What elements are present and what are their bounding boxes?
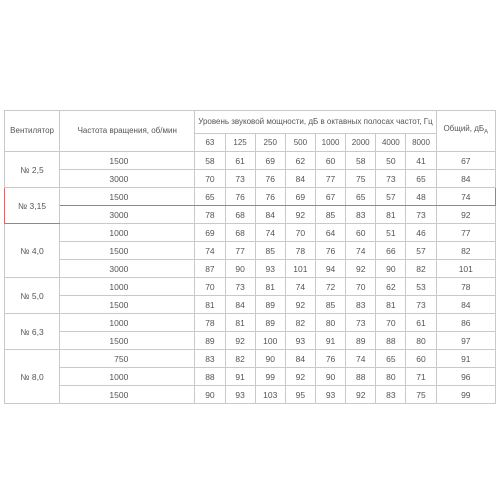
band-value-cell: 48	[406, 188, 436, 206]
band-value-cell: 92	[346, 386, 376, 404]
header-total	[436, 111, 495, 152]
table-row	[5, 278, 496, 296]
band-value-cell: 85	[315, 206, 345, 224]
band-header-250: 250	[255, 134, 285, 152]
band-value-cell: 99	[255, 368, 285, 386]
band-value-cell: 70	[376, 314, 406, 332]
fan-model-cell: № 3,15	[5, 188, 60, 224]
band-value-cell: 89	[346, 332, 376, 350]
total-cell: 78	[436, 278, 495, 296]
band-value-cell: 57	[376, 188, 406, 206]
rpm-cell: 3000	[60, 206, 195, 224]
rpm-cell: 1500	[60, 188, 195, 206]
table-row	[5, 170, 496, 188]
band-value-cell: 83	[346, 206, 376, 224]
band-value-cell: 71	[406, 368, 436, 386]
rpm-cell: 3000	[60, 260, 195, 278]
band-value-cell: 74	[195, 242, 225, 260]
band-value-cell: 65	[346, 188, 376, 206]
band-value-cell: 75	[406, 386, 436, 404]
band-value-cell: 76	[255, 170, 285, 188]
fan-model-cell: № 2,5	[5, 152, 60, 188]
band-value-cell: 80	[406, 332, 436, 350]
band-value-cell: 69	[255, 152, 285, 170]
header-total-subscript: A	[484, 129, 489, 136]
band-value-cell: 51	[376, 224, 406, 242]
rpm-cell: 1500	[60, 152, 195, 170]
table-row	[5, 242, 496, 260]
table-row	[5, 386, 496, 404]
band-value-cell: 73	[346, 314, 376, 332]
table-row	[5, 224, 496, 242]
band-value-cell: 70	[195, 278, 225, 296]
total-cell: 101	[436, 260, 495, 278]
band-value-cell: 60	[346, 224, 376, 242]
band-value-cell: 90	[225, 260, 255, 278]
band-value-cell: 78	[195, 314, 225, 332]
rpm-cell: 1000	[60, 368, 195, 386]
total-cell: 92	[436, 206, 495, 224]
band-value-cell: 65	[376, 350, 406, 368]
total-cell: 84	[436, 170, 495, 188]
band-value-cell: 50	[376, 152, 406, 170]
header-rpm: Частота вращения, об/мин	[60, 111, 195, 152]
fan-model-cell: № 6,3	[5, 314, 60, 350]
band-value-cell: 73	[225, 278, 255, 296]
total-cell: 67	[436, 152, 495, 170]
band-value-cell: 70	[195, 170, 225, 188]
table-row	[5, 332, 496, 350]
band-value-cell: 61	[225, 152, 255, 170]
band-value-cell: 74	[346, 350, 376, 368]
sound-power-table-container	[4, 110, 496, 404]
band-value-cell: 82	[285, 314, 315, 332]
rpm-cell: 1500	[60, 242, 195, 260]
band-value-cell: 70	[346, 278, 376, 296]
band-header-1000: 1000	[315, 134, 345, 152]
band-value-cell: 89	[255, 314, 285, 332]
band-value-cell: 78	[195, 206, 225, 224]
band-value-cell: 67	[315, 188, 345, 206]
band-value-cell: 88	[346, 368, 376, 386]
band-value-cell: 77	[225, 242, 255, 260]
band-value-cell: 83	[346, 296, 376, 314]
rpm-cell: 1000	[60, 314, 195, 332]
fan-model-cell: № 4,0	[5, 224, 60, 278]
band-value-cell: 73	[406, 206, 436, 224]
band-value-cell: 90	[315, 368, 345, 386]
sound-power-table	[4, 110, 496, 404]
band-value-cell: 69	[195, 224, 225, 242]
band-value-cell: 94	[315, 260, 345, 278]
band-value-cell: 93	[285, 332, 315, 350]
band-value-cell: 60	[406, 350, 436, 368]
band-value-cell: 66	[376, 242, 406, 260]
band-value-cell: 78	[285, 242, 315, 260]
band-value-cell: 90	[255, 350, 285, 368]
band-value-cell: 74	[255, 224, 285, 242]
band-value-cell: 93	[225, 386, 255, 404]
band-value-cell: 92	[285, 206, 315, 224]
band-header-500: 500	[285, 134, 315, 152]
total-cell: 74	[436, 188, 495, 206]
table-row	[5, 188, 496, 206]
band-value-cell: 76	[225, 188, 255, 206]
band-value-cell: 70	[285, 224, 315, 242]
band-value-cell: 81	[225, 314, 255, 332]
total-cell: 77	[436, 224, 495, 242]
band-value-cell: 76	[315, 242, 345, 260]
band-value-cell: 101	[285, 260, 315, 278]
table-row	[5, 206, 496, 224]
band-value-cell: 58	[346, 152, 376, 170]
band-value-cell: 85	[315, 296, 345, 314]
band-value-cell: 81	[195, 296, 225, 314]
band-value-cell: 69	[285, 188, 315, 206]
band-value-cell: 53	[406, 278, 436, 296]
fan-model-cell: № 5,0	[5, 278, 60, 314]
total-cell: 82	[436, 242, 495, 260]
rpm-cell: 1000	[60, 224, 195, 242]
band-value-cell: 100	[255, 332, 285, 350]
rpm-cell: 750	[60, 350, 195, 368]
band-value-cell: 90	[195, 386, 225, 404]
band-value-cell: 82	[225, 350, 255, 368]
band-value-cell: 61	[406, 314, 436, 332]
band-value-cell: 92	[346, 260, 376, 278]
band-value-cell: 64	[315, 224, 345, 242]
band-value-cell: 92	[225, 332, 255, 350]
band-value-cell: 84	[255, 206, 285, 224]
total-cell: 84	[436, 296, 495, 314]
band-header-125: 125	[225, 134, 255, 152]
band-value-cell: 58	[195, 152, 225, 170]
band-value-cell: 73	[225, 170, 255, 188]
rpm-cell: 3000	[60, 170, 195, 188]
band-value-cell: 83	[376, 386, 406, 404]
rpm-cell: 1000	[60, 278, 195, 296]
band-value-cell: 76	[255, 188, 285, 206]
header-total-label: Общий, дБ	[443, 124, 485, 134]
band-value-cell: 73	[376, 170, 406, 188]
table-row	[5, 350, 496, 368]
band-value-cell: 46	[406, 224, 436, 242]
band-value-cell: 74	[346, 242, 376, 260]
band-value-cell: 77	[315, 170, 345, 188]
band-value-cell: 73	[406, 296, 436, 314]
band-value-cell: 85	[255, 242, 285, 260]
header-fan: Вентилятор	[5, 111, 60, 152]
band-value-cell: 89	[255, 296, 285, 314]
band-value-cell: 92	[285, 296, 315, 314]
band-value-cell: 90	[376, 260, 406, 278]
fan-model-cell: № 8,0	[5, 350, 60, 404]
band-value-cell: 88	[195, 368, 225, 386]
band-value-cell: 88	[376, 332, 406, 350]
band-value-cell: 82	[406, 260, 436, 278]
band-value-cell: 57	[406, 242, 436, 260]
table-row	[5, 152, 496, 170]
rpm-cell: 1500	[60, 296, 195, 314]
band-header-8000: 8000	[406, 134, 436, 152]
band-value-cell: 87	[195, 260, 225, 278]
table-row	[5, 260, 496, 278]
band-value-cell: 65	[406, 170, 436, 188]
band-header-63: 63	[195, 134, 225, 152]
band-value-cell: 41	[406, 152, 436, 170]
band-value-cell: 65	[195, 188, 225, 206]
total-cell: 86	[436, 314, 495, 332]
band-value-cell: 93	[255, 260, 285, 278]
band-value-cell: 81	[376, 206, 406, 224]
total-cell: 96	[436, 368, 495, 386]
band-value-cell: 84	[285, 170, 315, 188]
band-header-4000: 4000	[376, 134, 406, 152]
band-value-cell: 84	[225, 296, 255, 314]
band-value-cell: 68	[225, 224, 255, 242]
total-cell: 97	[436, 332, 495, 350]
band-value-cell: 62	[285, 152, 315, 170]
total-cell: 99	[436, 386, 495, 404]
table-row	[5, 296, 496, 314]
band-header-2000: 2000	[346, 134, 376, 152]
band-value-cell: 62	[376, 278, 406, 296]
band-value-cell: 83	[195, 350, 225, 368]
table-row	[5, 368, 496, 386]
table-body	[5, 152, 496, 404]
rpm-cell: 1500	[60, 332, 195, 350]
header-power-level: Уровень звуковой мощности, дБ в октавных полосах частот, Гц	[195, 111, 436, 134]
band-value-cell: 75	[346, 170, 376, 188]
band-value-cell: 74	[285, 278, 315, 296]
band-value-cell: 91	[225, 368, 255, 386]
band-value-cell: 81	[255, 278, 285, 296]
band-value-cell: 80	[315, 314, 345, 332]
band-value-cell: 68	[225, 206, 255, 224]
band-value-cell: 89	[195, 332, 225, 350]
band-value-cell: 95	[285, 386, 315, 404]
band-value-cell: 103	[255, 386, 285, 404]
band-value-cell: 76	[315, 350, 345, 368]
band-value-cell: 92	[285, 368, 315, 386]
band-value-cell: 81	[376, 296, 406, 314]
band-value-cell: 91	[315, 332, 345, 350]
table-row	[5, 314, 496, 332]
band-value-cell: 60	[315, 152, 345, 170]
total-cell: 91	[436, 350, 495, 368]
rpm-cell: 1500	[60, 386, 195, 404]
band-value-cell: 80	[376, 368, 406, 386]
band-value-cell: 84	[285, 350, 315, 368]
band-value-cell: 93	[315, 386, 345, 404]
band-value-cell: 72	[315, 278, 345, 296]
